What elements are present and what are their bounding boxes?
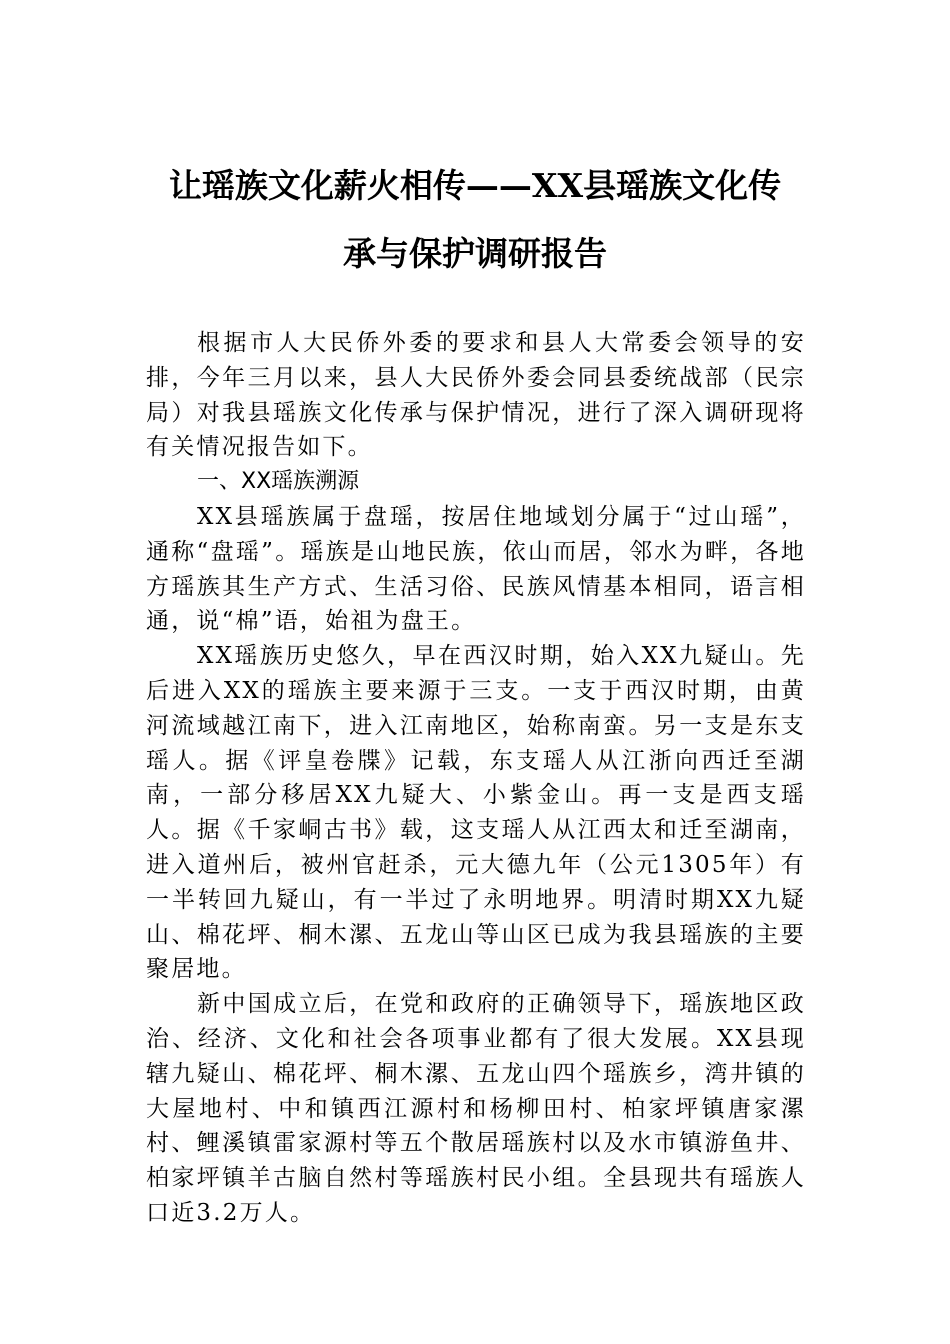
document-body: [146, 326, 806, 1231]
paragraph-development: 新中国成立后，在党和政府的正确领导下，瑶族地区政治、经济、文化和社会各项事业都有了很大发展。XX县现辖九疑山、棉花坪、桐木漯、五龙山四个瑶族乡，湾井镇的大屋地村、中和镇西江源村和杨柳田村、柏家坪镇唐家漯村、鲤溪镇雷家源村等五个散居瑶族村以及水市镇游鱼井、柏家坪镇羊古脑自然村等瑶族村民小组。全县现共有瑶族人口近3.2万人。: [146, 991, 806, 1226]
section-heading: 一、XX瑶族溯源: [197, 469, 360, 495]
paragraph-ethnic-branch: XX县瑶族属于盘瑶，按居住地域划分属于“过山瑶”，通称“盘瑶”。瑶族是山地民族，依山而居，邻水为畔，各地方瑶族其生产方式、生活习俗、民族风情基本相同，语言相通，说“棉”语，始祖为盘王。: [146, 503, 806, 635]
paragraph-history: XX瑶族历史悠久，早在西汉时期，始入XX九疑山。先后进入XX的瑶族主要来源于三支。一支于西汉时期，由黄河流域越江南下，进入江南地区，始称南蛮。另一支是东支瑶人。据《评皇卷牒》记载，东支瑶人从江浙向西迁至湖南，一部分移居XX九疑大、小紫金山。再一支是西支瑶人。据《千家峒古书》载，这支瑶人从江西太和迁至湖南，进入道州后，被州官赶杀，元大德九年（公元1305年）有一半转回九疑山，有一半过了永明地界。明清时期XX九疑山、棉花坪、桐木漯、五龙山等山区已成为我县瑶族的主要聚居地。: [146, 643, 806, 983]
document-title-line-1: 让瑶族文化薪火相传——XX县瑶族文化传: [168, 166, 782, 205]
paragraph-intro: 根据市人大民侨外委的要求和县人大常委会领导的安排，今年三月以来，县人大民侨外委会同县委统战部（民宗局）对我县瑶族文化传承与保护情况，进行了深入调研现将有关情况报告如下。: [146, 330, 806, 461]
document-title-line-2: 承与保护调研报告: [343, 234, 607, 273]
